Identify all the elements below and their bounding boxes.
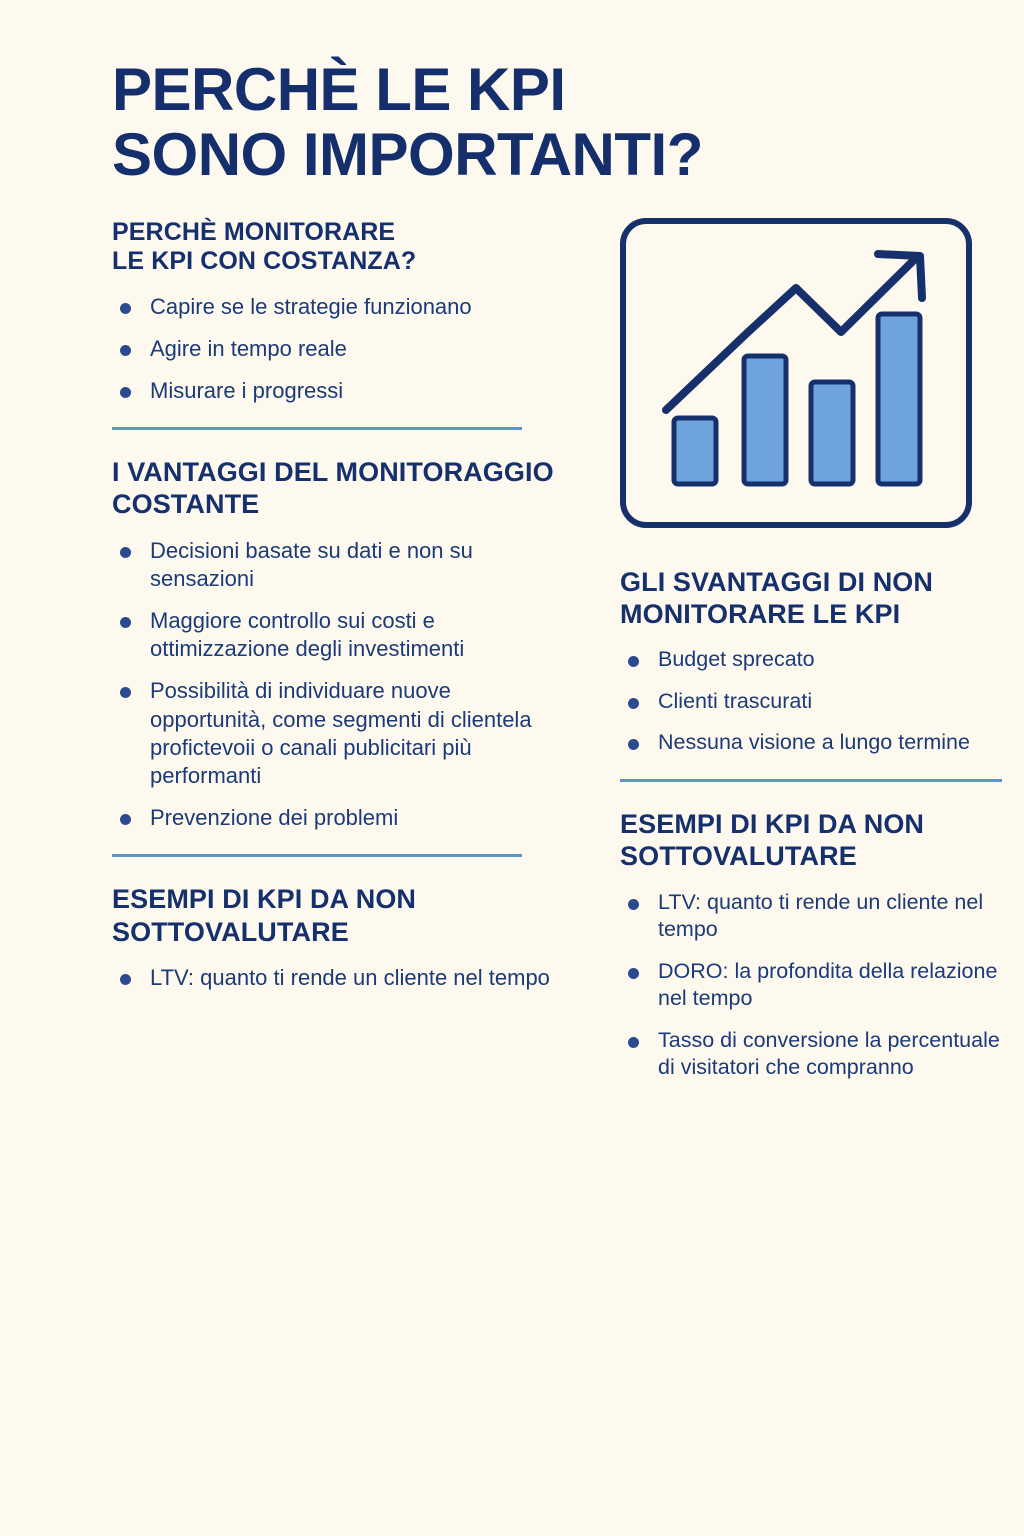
list-item: Misurare i progressi <box>112 377 562 405</box>
why-monitor-list <box>112 293 562 405</box>
left-column <box>112 218 562 1007</box>
section-disadvantages-heading: GLI SVANTAGGI DI NON MONITORARE LE KPI <box>620 566 934 629</box>
divider <box>620 779 1002 782</box>
list-item: Maggiore controllo sui costi e ottimizzazione degli investimenti <box>112 607 562 663</box>
page-title-line-1: PERCHÈ LE KPI <box>112 56 566 123</box>
divider <box>112 854 522 857</box>
right-column <box>620 218 1002 1096</box>
list-item: Agire in tempo reale <box>112 335 562 363</box>
list-item: Prevenzione dei problemi <box>112 804 562 832</box>
list-item: LTV: quanto ti rende un cliente nel tempo <box>620 889 1002 944</box>
section-why-monitor-heading <box>112 218 562 277</box>
list-item: Possibilità di individuare nuove opportunità, come segmenti di clientela profictevoii o canali publicitari più performanti <box>112 677 562 790</box>
content-columns <box>112 217 1000 1096</box>
page-title-line-2: SONO IMPORTANTI? <box>112 120 703 188</box>
list-item: Decisioni basate su dati e non su sensazioni <box>112 537 562 593</box>
section-examples-left <box>112 883 562 992</box>
heading-line-2: LE KPI CON COSTANZA? <box>112 247 417 276</box>
list-item: Nessuna visione a lungo termine <box>620 729 1002 757</box>
list-item: DORO: la profondita della relazione nel tempo <box>620 958 1002 1013</box>
disadvantages-list <box>620 646 1002 757</box>
section-examples-right <box>620 808 1002 1082</box>
advantages-list <box>112 537 562 832</box>
heading-line-1: PERCHÈ MONITORARE <box>112 217 396 246</box>
section-why-monitor <box>112 218 562 405</box>
examples-left-list <box>112 964 562 992</box>
list-item: LTV: quanto ti rende un cliente nel tempo <box>112 964 562 992</box>
list-item: Capire se le strategie funzionano <box>112 293 562 321</box>
list-item: Clienti trascurati <box>620 688 1002 716</box>
section-advantages-heading: I VANTAGGI DEL MONITORAGGIO COSTANTE <box>112 457 554 520</box>
growth-bar-chart-icon <box>620 218 972 528</box>
section-advantages <box>112 456 562 832</box>
divider <box>112 427 522 430</box>
examples-right-list <box>620 889 1002 1082</box>
list-item: Tasso di conversione la percentuale di visitatori che compranno <box>620 1027 1002 1082</box>
section-examples-left-heading: ESEMPI DI KPI DA NON SOTTOVALUTARE <box>112 884 417 947</box>
section-examples-right-heading: ESEMPI DI KPI DA NON SOTTOVALUTARE <box>620 808 925 872</box>
list-item: Budget sprecato <box>620 646 1002 674</box>
page-title <box>112 58 952 188</box>
section-disadvantages <box>620 566 1002 757</box>
